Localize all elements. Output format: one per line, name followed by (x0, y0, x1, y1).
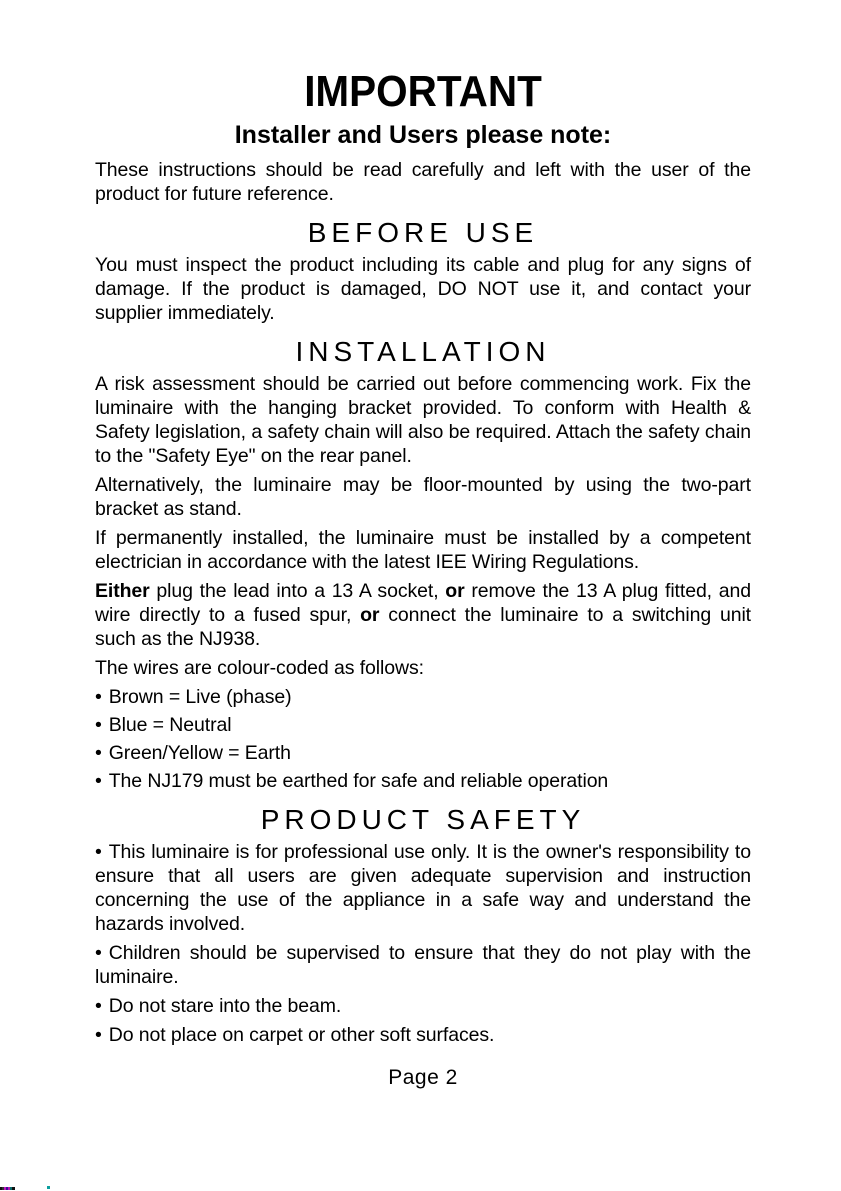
intro-paragraph: These instructions should be read carefully and left with the user of the product for future reference. (95, 159, 751, 205)
bullet-icon: • (95, 686, 102, 708)
bullet-icon: • (95, 770, 102, 792)
page-number: Page 2 (388, 1066, 458, 1089)
wire-colour-list (95, 685, 751, 793)
wire-blue: Blue = Neutral (108, 714, 232, 736)
safety-item-beam (95, 994, 751, 1018)
installation-paragraph-either (95, 579, 751, 651)
bullet-icon: • (95, 1024, 102, 1046)
bullet-icon: • (95, 841, 102, 863)
section-heading-before-use: BEFORE USE (307, 217, 539, 248)
bullet-icon: • (95, 742, 102, 764)
or-bold-2: or (360, 604, 380, 626)
either-bold: Either (95, 580, 150, 602)
or-bold-1: or (445, 580, 465, 602)
safety-item-text: Children should be supervised to ensure that they do not play with the luminaire. (95, 942, 751, 988)
safety-item-surfaces (95, 1023, 751, 1047)
installation-paragraph-electrician: If permanently installed, the luminaire must be installed by a competent electrician in accordance with the latest IEE Wiring Regulations. (95, 527, 751, 573)
list-item (95, 713, 751, 737)
list-item (95, 769, 751, 793)
section-heading-product-safety: PRODUCT SAFETY (260, 804, 586, 835)
page-title: IMPORTANT (304, 67, 542, 116)
either-text-2: remove the 13 A plug fitted, and wire directly to a fused spur, (95, 580, 751, 626)
wire-brown: Brown = Live (phase) (108, 686, 292, 708)
wire-earthing-note: The NJ179 must be earthed for safe and reliable operation (108, 770, 609, 792)
installation-paragraph-risk: A risk assessment should be carried out before commencing work. Fix the luminaire with the hanging bracket provided. To conform with Health & Safety legislation, a safety chain will also be required. Attach the safety chain to the "Safety Eye" on the rear panel. (95, 373, 751, 467)
safety-item-text: Do not stare into the beam. (108, 995, 342, 1017)
subtitle: Installer and Users please note: (234, 121, 612, 149)
document-content (95, 0, 751, 1091)
bullet-icon: • (95, 714, 102, 736)
either-text-3: connect the luminaire to a switching unit such as the NJ938. (95, 604, 751, 650)
safety-item-text: Do not place on carpet or other soft surfaces. (108, 1024, 495, 1046)
either-text-1: plug the lead into a 13 A socket, (149, 580, 446, 602)
list-item (95, 741, 751, 765)
wires-intro: The wires are colour-coded as follows: (95, 657, 424, 679)
scan-artifact-strip (0, 1187, 15, 1190)
bullet-icon: • (95, 995, 102, 1017)
safety-item-professional-use (95, 840, 751, 936)
bullet-icon: • (95, 942, 102, 964)
installation-paragraph-floor-mount: Alternatively, the luminaire may be floor-mounted by using the two-part bracket as stand. (95, 474, 751, 520)
wire-earth: Green/Yellow = Earth (108, 742, 291, 764)
safety-item-children (95, 941, 751, 989)
safety-item-text: This luminaire is for professional use only. It is the owner's responsibility to ensure that all users are given adequate supervision and instruction concerning the use of the appliance in a safe way and understand the hazards involved. (95, 841, 751, 935)
list-item (95, 685, 751, 709)
scan-artifact-dot (47, 1186, 50, 1189)
before-use-paragraph: You must inspect the product including its cable and plug for any signs of damage. If the product is damaged, DO NOT use it, and contact your supplier immediately. (95, 254, 751, 324)
section-heading-installation: INSTALLATION (295, 336, 551, 367)
